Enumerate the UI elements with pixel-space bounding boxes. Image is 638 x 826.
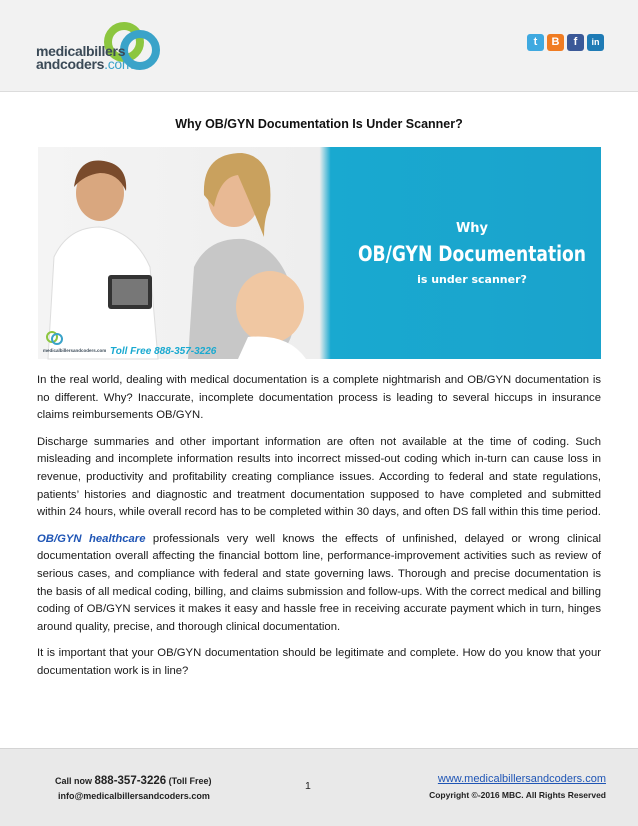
page-number: 1: [305, 780, 311, 792]
hero-banner-image: [38, 147, 601, 359]
footer-site-info: [429, 771, 606, 803]
paragraph-4: It is important that your OB/GYN documentation should be legitimate and complete. How do you know that your documentation work is in line?: [37, 647, 601, 677]
hero-tollfree: Toll Free 888-357-3226: [110, 346, 217, 357]
logo-line-1: medicalbillers: [36, 43, 126, 59]
footer-website-link[interactable]: www.medicalbillersandcoders.com: [437, 773, 606, 785]
hero-headline-1: Why: [455, 221, 489, 236]
page-header: [0, 0, 638, 92]
facebook-icon[interactable]: f: [567, 34, 584, 51]
hero-headline-3: is under scanner?: [417, 273, 527, 286]
paragraph-2: Discharge summaries and other important information are often not available at the time of coding. Such misleading and incomplete information results into incorrect missed-out coding which in-turn can cause loss in revenue, productivity and profitability creating compliance issues. According to federal and state regulations, patients’ histories and diagnostic and treatment documentation supposed to have completed and submitted within 24 hours, while overall record has to be completed within 30 days, and often DS fall within this time period.: [37, 435, 601, 519]
paragraph-1: In the real world, dealing with medical documentation is a complete nightmarish and OB/GYN documentation is no different. Why? Inaccurate, incomplete documentation process is leading to several hiccups in insurance claims reimbursements OB/GYN.: [37, 374, 601, 422]
footer-call-label: Call now: [55, 776, 95, 786]
blogger-icon[interactable]: B: [547, 34, 564, 51]
footer-contact: [55, 774, 211, 804]
hero-illustration: [38, 147, 601, 359]
document-title: Why OB/GYN Documentation Is Under Scanner?: [175, 117, 463, 131]
footer-copyright: Copyright ©-2016 MBC. All Rights Reserved: [429, 790, 606, 800]
footer-email[interactable]: info@medicalbillersandcoders.com: [58, 791, 210, 801]
linkedin-icon[interactable]: in: [587, 34, 604, 51]
obgyn-healthcare-link[interactable]: OB/GYN healthcare: [37, 532, 146, 545]
page-footer: [0, 748, 638, 826]
footer-tollfree: (Toll Free): [166, 776, 212, 786]
hero-mini-logo: medicalbillersandcoders.com: [43, 348, 107, 353]
logo-line-2: andcoders.com: [36, 56, 134, 72]
article-body: [37, 372, 601, 690]
paragraph-3: OB/GYN healthcare professionals very well knows the effects of unfinished, delayed or wrong clinical documentation overall affecting the financial bottom line, performance-improvement activities such as review of serious cases, and compliance with federal and state governing laws. Thorough and precise documentation is the basis of all medical coding, billing, and claims submission and follow-ups. With the correct medical and billing coding of OB/GYN services it makes it easy and hassle free in receiving accurate payment which in turn, hinges around quality, precise, and thorough clinical documentation.: [37, 532, 601, 633]
company-logo[interactable]: [36, 45, 133, 71]
twitter-icon[interactable]: t: [527, 34, 544, 51]
footer-phone[interactable]: 888-357-3226: [94, 775, 167, 787]
social-links: [527, 34, 604, 51]
hero-headline-2: OB/GYN Documentation: [358, 242, 586, 266]
